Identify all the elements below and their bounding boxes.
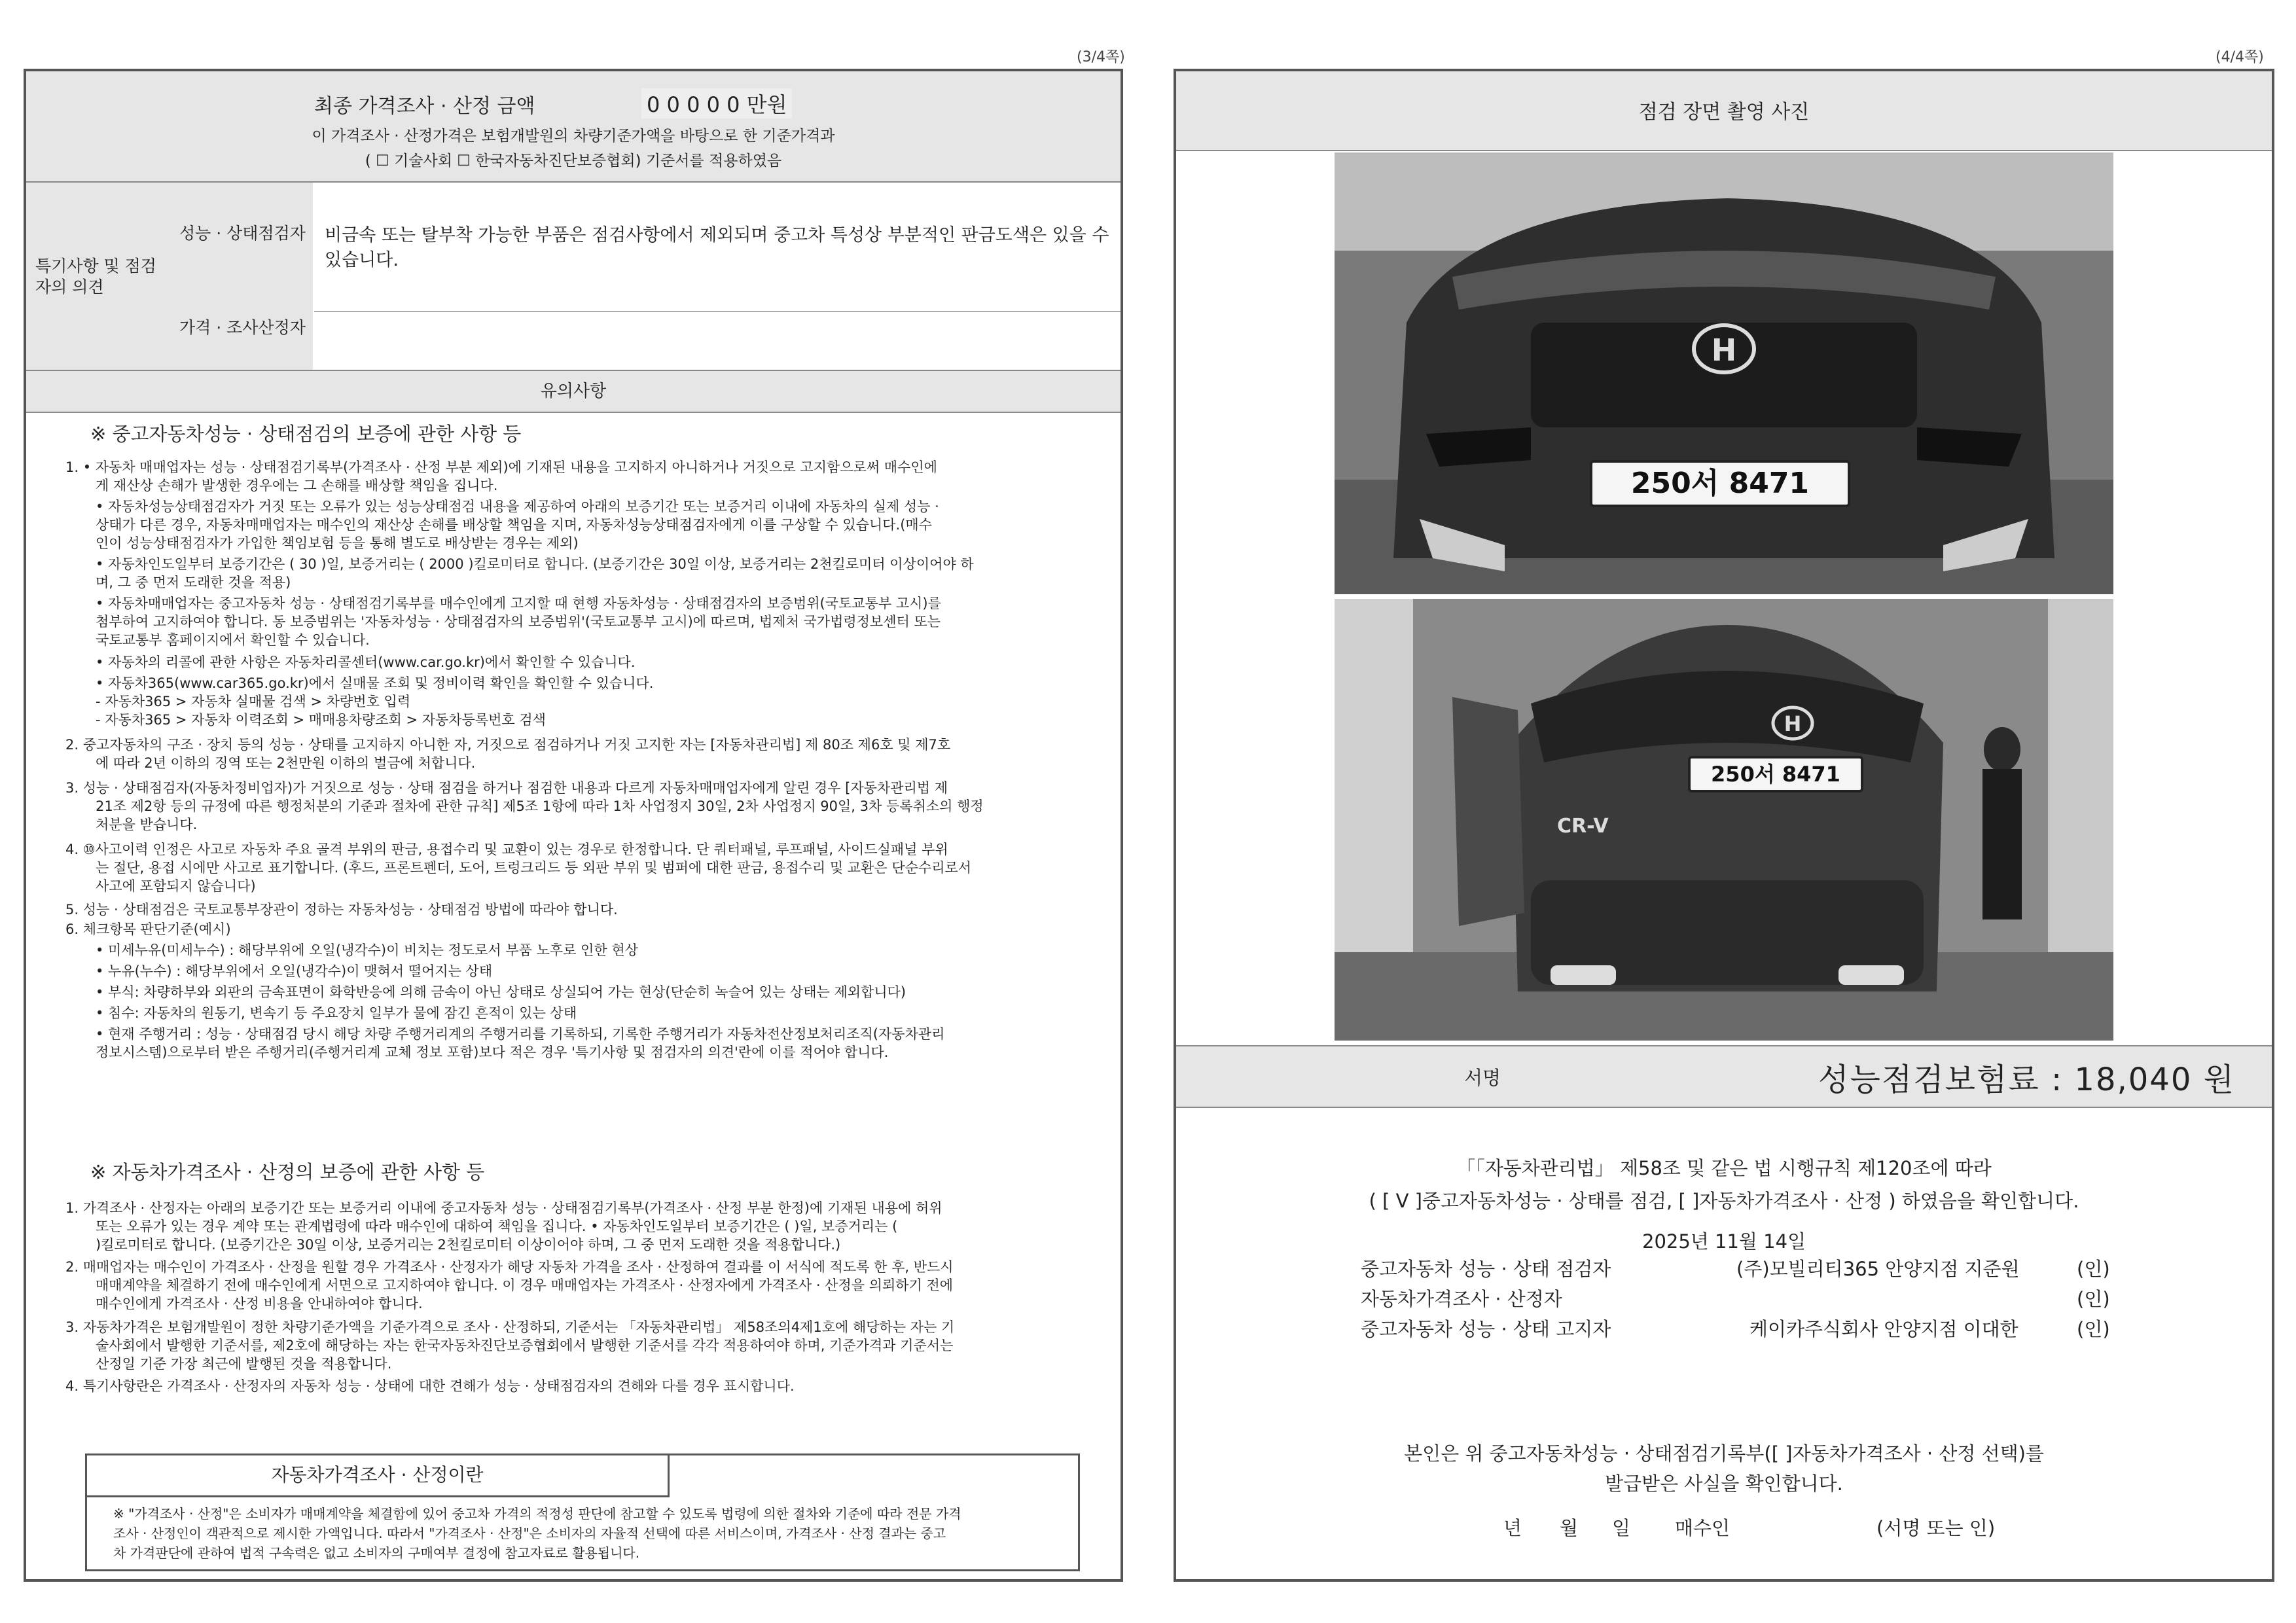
list-item: 4. ⑩사고이력 인정은 사고로 자동차 주요 골격 부위의 판금, 용접수리 및 교환이 있는 경우로 한정합니다. 단 쿼터패널, 루프패널, 사이드실패널 부위 xyxy=(65,842,948,857)
remarks-section xyxy=(26,183,1121,370)
price-info-title xyxy=(87,1455,670,1497)
page-number-left: (3/4쪽) xyxy=(1077,49,1125,65)
section1-title: ※ 중고자동차성능 · 상태점검의 보증에 관한 사항 등 xyxy=(90,423,522,445)
issue-date: 2025년 11월 14일 xyxy=(1642,1230,1806,1253)
list-item: 1. 가격조사 · 산정자는 아래의 보증기간 또는 보증거리 이내에 중고자동차 성능 · 상태점검기록부(가격조사 · 산정 부분 한정)에 기재된 내용에 허위 xyxy=(65,1200,942,1216)
front-license-plate: 250서 8471 xyxy=(1590,460,1850,507)
list-item: 는 절단, 용접 시에만 사고로 표기합니다. (후드, 프론트펜더, 도어, 트렁크리드 등 외판 부위 및 범퍼에 대한 판금, 용접수리 및 교환은 단순수리로서 xyxy=(96,860,972,876)
list-item: )킬로미터로 합니다. (보증기간은 30일 이상, 보증거리는 2천킬로미터 이상이어야 하며, 그 중 먼저 도래한 것을 적용합니다.) xyxy=(96,1237,841,1253)
signer-seal: (인) xyxy=(2077,1258,2110,1280)
price-assessor-label: 가격 · 조사산정자 xyxy=(179,318,306,337)
list-item: 술사회에서 발행한 기준서를, 제2호에 해당하는 자는 한국자동차진단보증협회에서 발행한 기준서를 각각 적용하여야 하며, 기준가격과 기준서는 xyxy=(96,1338,954,1353)
list-item: • 자동차인도일부터 보증기간은 ( 30 )일, 보증거리는 ( 2000 )킬로미터로 합니다. (보증기간은 30일 이상, 보증거리는 2천킬로미터 이상이어야 하 xyxy=(96,556,974,572)
declaration-line1: 「「자동차관리법」 제58조 및 같은 법 시행규칙 제120조에 따라 xyxy=(1456,1157,1992,1179)
buyer-day: 일 xyxy=(1612,1517,1631,1539)
list-item: • 미세누유(미세누수) : 해당부위에 오일(냉각수)이 비치는 정도로서 부품 노후로 인한 현상 xyxy=(96,942,638,958)
list-item: 21조 제2항 등의 규정에 따른 행정처분의 기준과 절차에 관한 규칙] 제5조 1항에 따라 1차 사업정지 30일, 2차 사업정지 90일, 3차 등록취소의 행정 xyxy=(96,798,984,814)
list-item: 며, 그 중 먼저 도래한 것을 적용) xyxy=(96,575,291,590)
remarks-label: 특기사항 및 점검자의 의견 xyxy=(35,257,156,296)
right-page xyxy=(1174,69,2274,1582)
left-page xyxy=(24,69,1123,1582)
price-info-text xyxy=(113,1504,961,1563)
list-item: 국토교통부 홈페이지에서 확인할 수 있습니다. xyxy=(96,632,370,648)
price-info-title-text: 자동차가격조사 · 산정이란 xyxy=(271,1464,484,1486)
list-item: • 침수: 자동차의 원동기, 변속기 등 주요장치 일부가 물에 잠긴 흔적이 있는 상태 xyxy=(96,1005,577,1021)
price-desc-line1: 이 가격조사 · 산정가격은 보험개발원의 차량기준가액을 바탕으로 한 기준가격과 xyxy=(312,128,835,145)
list-item: 사고에 포함되지 않습니다) xyxy=(96,878,256,894)
rear-car-icon xyxy=(1335,599,2113,1041)
inspector-opinion: 비금속 또는 탈부착 가능한 부품은 점검사항에서 제외되며 중고차 특성상 부분적인 판금도색은 있을 수 있습니다. xyxy=(325,225,1109,270)
list-item: 1. • 자동차 매매업자는 성능 · 상태점검기록부(가격조사 · 산정 부분 제외)에 기재된 내용을 고지하지 아니하거나 거짓으로 고지함으로써 매수인에 xyxy=(65,459,937,475)
list-item: 3. 성능 · 상태점검자(자동차정비업자)가 거짓으로 성능 · 상태 점검을 하거나 점검한 내용과 다르게 자동차매매업자에게 알린 경우 [자동차관리법 제 xyxy=(65,780,948,796)
price-info-line: ※ "가격조사 · 산정"은 소비자가 매매계약을 체결함에 있어 중고차 가격의 적정성 판단에 참고할 수 있도록 법령에 의한 절차와 기준에 따라 전문 가격 xyxy=(113,1506,961,1522)
buyer-year: 년 xyxy=(1503,1517,1522,1539)
svg-text:H: H xyxy=(1711,332,1737,368)
signer-name: 케이카주식회사 안양지점 이대한 xyxy=(1749,1318,2018,1340)
signer-role: 중고자동차 성능 · 상태 점검자 xyxy=(1361,1258,1611,1280)
list-item: 6. 체크항목 판단기준(예시) xyxy=(65,921,231,937)
notice-title: 유의사항 xyxy=(26,371,1121,412)
list-item: 또는 오류가 있는 경우 계약 또는 관계법령에 따라 매수인에 대하여 책임을 집니다. • 자동차인도일부터 보증기간은 ( )일, 보증거리는 ( xyxy=(96,1219,898,1234)
photo-title: 점검 장면 촬영 사진 xyxy=(1176,71,2272,150)
list-item: • 현재 주행거리 : 성능 · 상태점검 당시 해당 차량 주행거리계의 주행거리를 기록하되, 기록한 주행거리가 자동차전산정보처리조직(자동차관리 xyxy=(96,1026,945,1042)
list-item: 산정일 기준 가장 최근에 발행된 것을 적용합니다. xyxy=(96,1356,392,1372)
inspection-fee: 성능점검보험료 : 18,040 원 xyxy=(1818,1061,2235,1098)
list-item: 2. 중고자동차의 구조 · 장치 등의 성능 · 상태를 고지하지 아니한 자, 거짓으로 점검하거나 거짓 고지한 자는 [자동차관리법] 제 80조 제6호 및 제7호 xyxy=(65,737,951,753)
buyer-confirm-line1: 본인은 위 중고자동차성능 · 상태점검기록부([ ]자동차가격조사 · 산정 선택)를 xyxy=(1404,1442,2044,1465)
list-item: • 부식: 차량하부와 외판의 금속표면이 화학반응에 의해 금속이 아닌 상태로 상실되어 가는 현상(단순히 녹슬어 있는 상태는 제외합니다) xyxy=(96,984,906,1000)
rear-license-plate: 250서 8471 xyxy=(1688,756,1863,793)
signer-seal: (인) xyxy=(2077,1288,2110,1310)
signature-label: 서명 xyxy=(1464,1067,1501,1089)
price-amount: 0 0 0 0 0 만원 xyxy=(641,88,792,118)
buyer-label: 매수인 xyxy=(1675,1517,1731,1539)
list-item: 3. 자동차가격은 보험개발원이 정한 차량기준가액을 기준가격으로 조사 · 산정하되, 기준서는 「자동차관리법」 제58조의4제1호에 해당하는 자는 기 xyxy=(65,1319,955,1335)
signer-name: (주)모빌리티365 안양지점 지준원 xyxy=(1736,1258,2020,1280)
buyer-confirm-line2: 발급받은 사실을 확인합니다. xyxy=(1605,1472,1843,1495)
list-item: - 자동차365 > 자동차 이력조회 > 매매용차량조회 > 자동차등록번호 검색 xyxy=(96,712,546,728)
buyer-month: 월 xyxy=(1560,1517,1579,1539)
price-title: 최종 가격조사 · 산정 금액 xyxy=(314,95,535,118)
buyer-signature-field[interactable]: (서명 또는 인) xyxy=(1876,1517,1996,1539)
list-item: 에 따라 2년 이하의 징역 또는 2천만원 이하의 벌금에 처합니다. xyxy=(96,755,476,771)
list-item: 5. 성능 · 상태점검은 국토교통부장관이 정하는 자동차성능 · 상태점검 방법에 따라야 합니다. xyxy=(65,902,618,918)
list-item: • 누유(누수) : 해당부위에서 오일(냉각수)이 맺혀서 떨어지는 상태 xyxy=(96,963,493,979)
svg-text:H: H xyxy=(1784,711,1802,736)
list-item: 정보시스템)으로부터 받은 주행거리(주행거리계 교체 정보 포함)보다 적은 경우 '특기사항 및 점검자의 의견'란에 이를 적어야 합니다. xyxy=(96,1044,889,1060)
signer-role: 중고자동차 성능 · 상태 고지자 xyxy=(1361,1318,1611,1340)
list-item: 2. 매매업자는 매수인이 가격조사 · 산정을 원할 경우 가격조사 · 산정자가 해당 자동차 가격을 조사 · 산정하여 결과를 이 서식에 적도록 한 후, 반드시 xyxy=(65,1259,954,1275)
rear-model-badge: CR-V xyxy=(1557,815,1609,838)
price-header xyxy=(26,71,1121,181)
list-item: 처분을 받습니다. xyxy=(96,817,198,832)
list-item: • 자동차매매업자는 중고자동차 성능 · 상태점검기록부를 매수인에게 고지할 때 현행 자동차성능 · 상태점검자의 보증범위(국토교통부 고시)를 xyxy=(96,596,941,611)
list-item: • 자동차365(www.car365.go.kr)에서 실매물 조회 및 정비이력 확인을 확인할 수 있습니다. xyxy=(96,675,654,691)
front-car-icon xyxy=(1335,152,2113,594)
list-item: • 자동차성능상태점검자가 거짓 또는 오류가 있는 성능상태점검 내용을 제공하여 아래의 보증기간 또는 보증거리 이내에 자동차의 실제 성능 · xyxy=(96,499,939,514)
section2-title: ※ 자동차가격조사 · 산정의 보증에 관한 사항 등 xyxy=(90,1161,485,1183)
list-item: 첨부하여 고지하여야 합니다. 동 보증범위는 '자동차성능 · 상태점검자의 보증범위'(국토교통부 고시)에 따르며, 법제처 국가법령정보센터 또는 xyxy=(96,614,941,630)
list-item: 상태가 다른 경우, 자동차매매업자는 매수인의 재산상 손해를 배상할 책임을 지며, 자동차성능상태점검자에게 이를 구상할 수 있습니다.(매수 xyxy=(96,517,932,533)
list-item: 매수인에게 가격조사 · 산정 비용을 안내하여야 합니다. xyxy=(96,1296,423,1311)
list-item: 매매계약을 체결하기 전에 매수인에게 서면으로 고지하여야 합니다. 이 경우 매매업자는 가격조사 · 산정자에게 가격조사 · 산정을 의뢰하기 전에 xyxy=(96,1277,954,1293)
declaration-line2: ( [ V ]중고자동차성능 · 상태를 점검, [ ]자동차가격조사 · 산정 ) 하였음을 확인합니다. xyxy=(1369,1190,2079,1212)
page-number-right: (4/4쪽) xyxy=(2215,49,2264,65)
price-info-line: 차 가격판단에 관하여 법적 구속력은 없고 소비자의 구매여부 결정에 참고자료로 활용됩니다. xyxy=(113,1545,640,1561)
list-item: • 자동차의 리콜에 관한 사항은 자동차리콜센터(www.car.go.kr)에서 확인할 수 있습니다. xyxy=(96,654,636,670)
price-info-line: 조사 · 산정인이 객관적으로 제시한 가액입니다. 따라서 "가격조사 · 산정"은 소비자의 자율적 선택에 따른 서비스이며, 가격조사 · 산정 결과는 중고 xyxy=(113,1525,946,1541)
list-item: 인이 성능상태점검자가 가입한 책임보험 등을 통해 별도로 배상받는 경우는 제외) xyxy=(96,535,579,551)
list-item: 4. 특기사항란은 가격조사 · 산정자의 자동차 성능 · 상태에 대한 견해가 성능 · 상태점검자의 견해와 다를 경우 표시합니다. xyxy=(65,1378,795,1394)
inspector-label: 성능 · 상태점검자 xyxy=(179,224,306,243)
signature-row xyxy=(1176,1046,2272,1107)
signer-seal: (인) xyxy=(2077,1318,2110,1340)
price-info-box xyxy=(85,1454,1080,1571)
front-car-photo xyxy=(1335,152,2113,594)
rear-car-photo xyxy=(1335,599,2113,1041)
signer-role: 자동차가격조사 · 산정자 xyxy=(1361,1288,1562,1310)
list-item: 게 재산상 손해가 발생한 경우에는 그 손해를 배상할 책임을 집니다. xyxy=(96,478,498,493)
list-item: - 자동차365 > 자동차 실매물 검색 > 차량번호 입력 xyxy=(96,694,411,709)
price-desc-line2: ( ☐ 기술사회 ☐ 한국자동차진단보증협회) 기준서를 적용하였음 xyxy=(365,152,782,169)
